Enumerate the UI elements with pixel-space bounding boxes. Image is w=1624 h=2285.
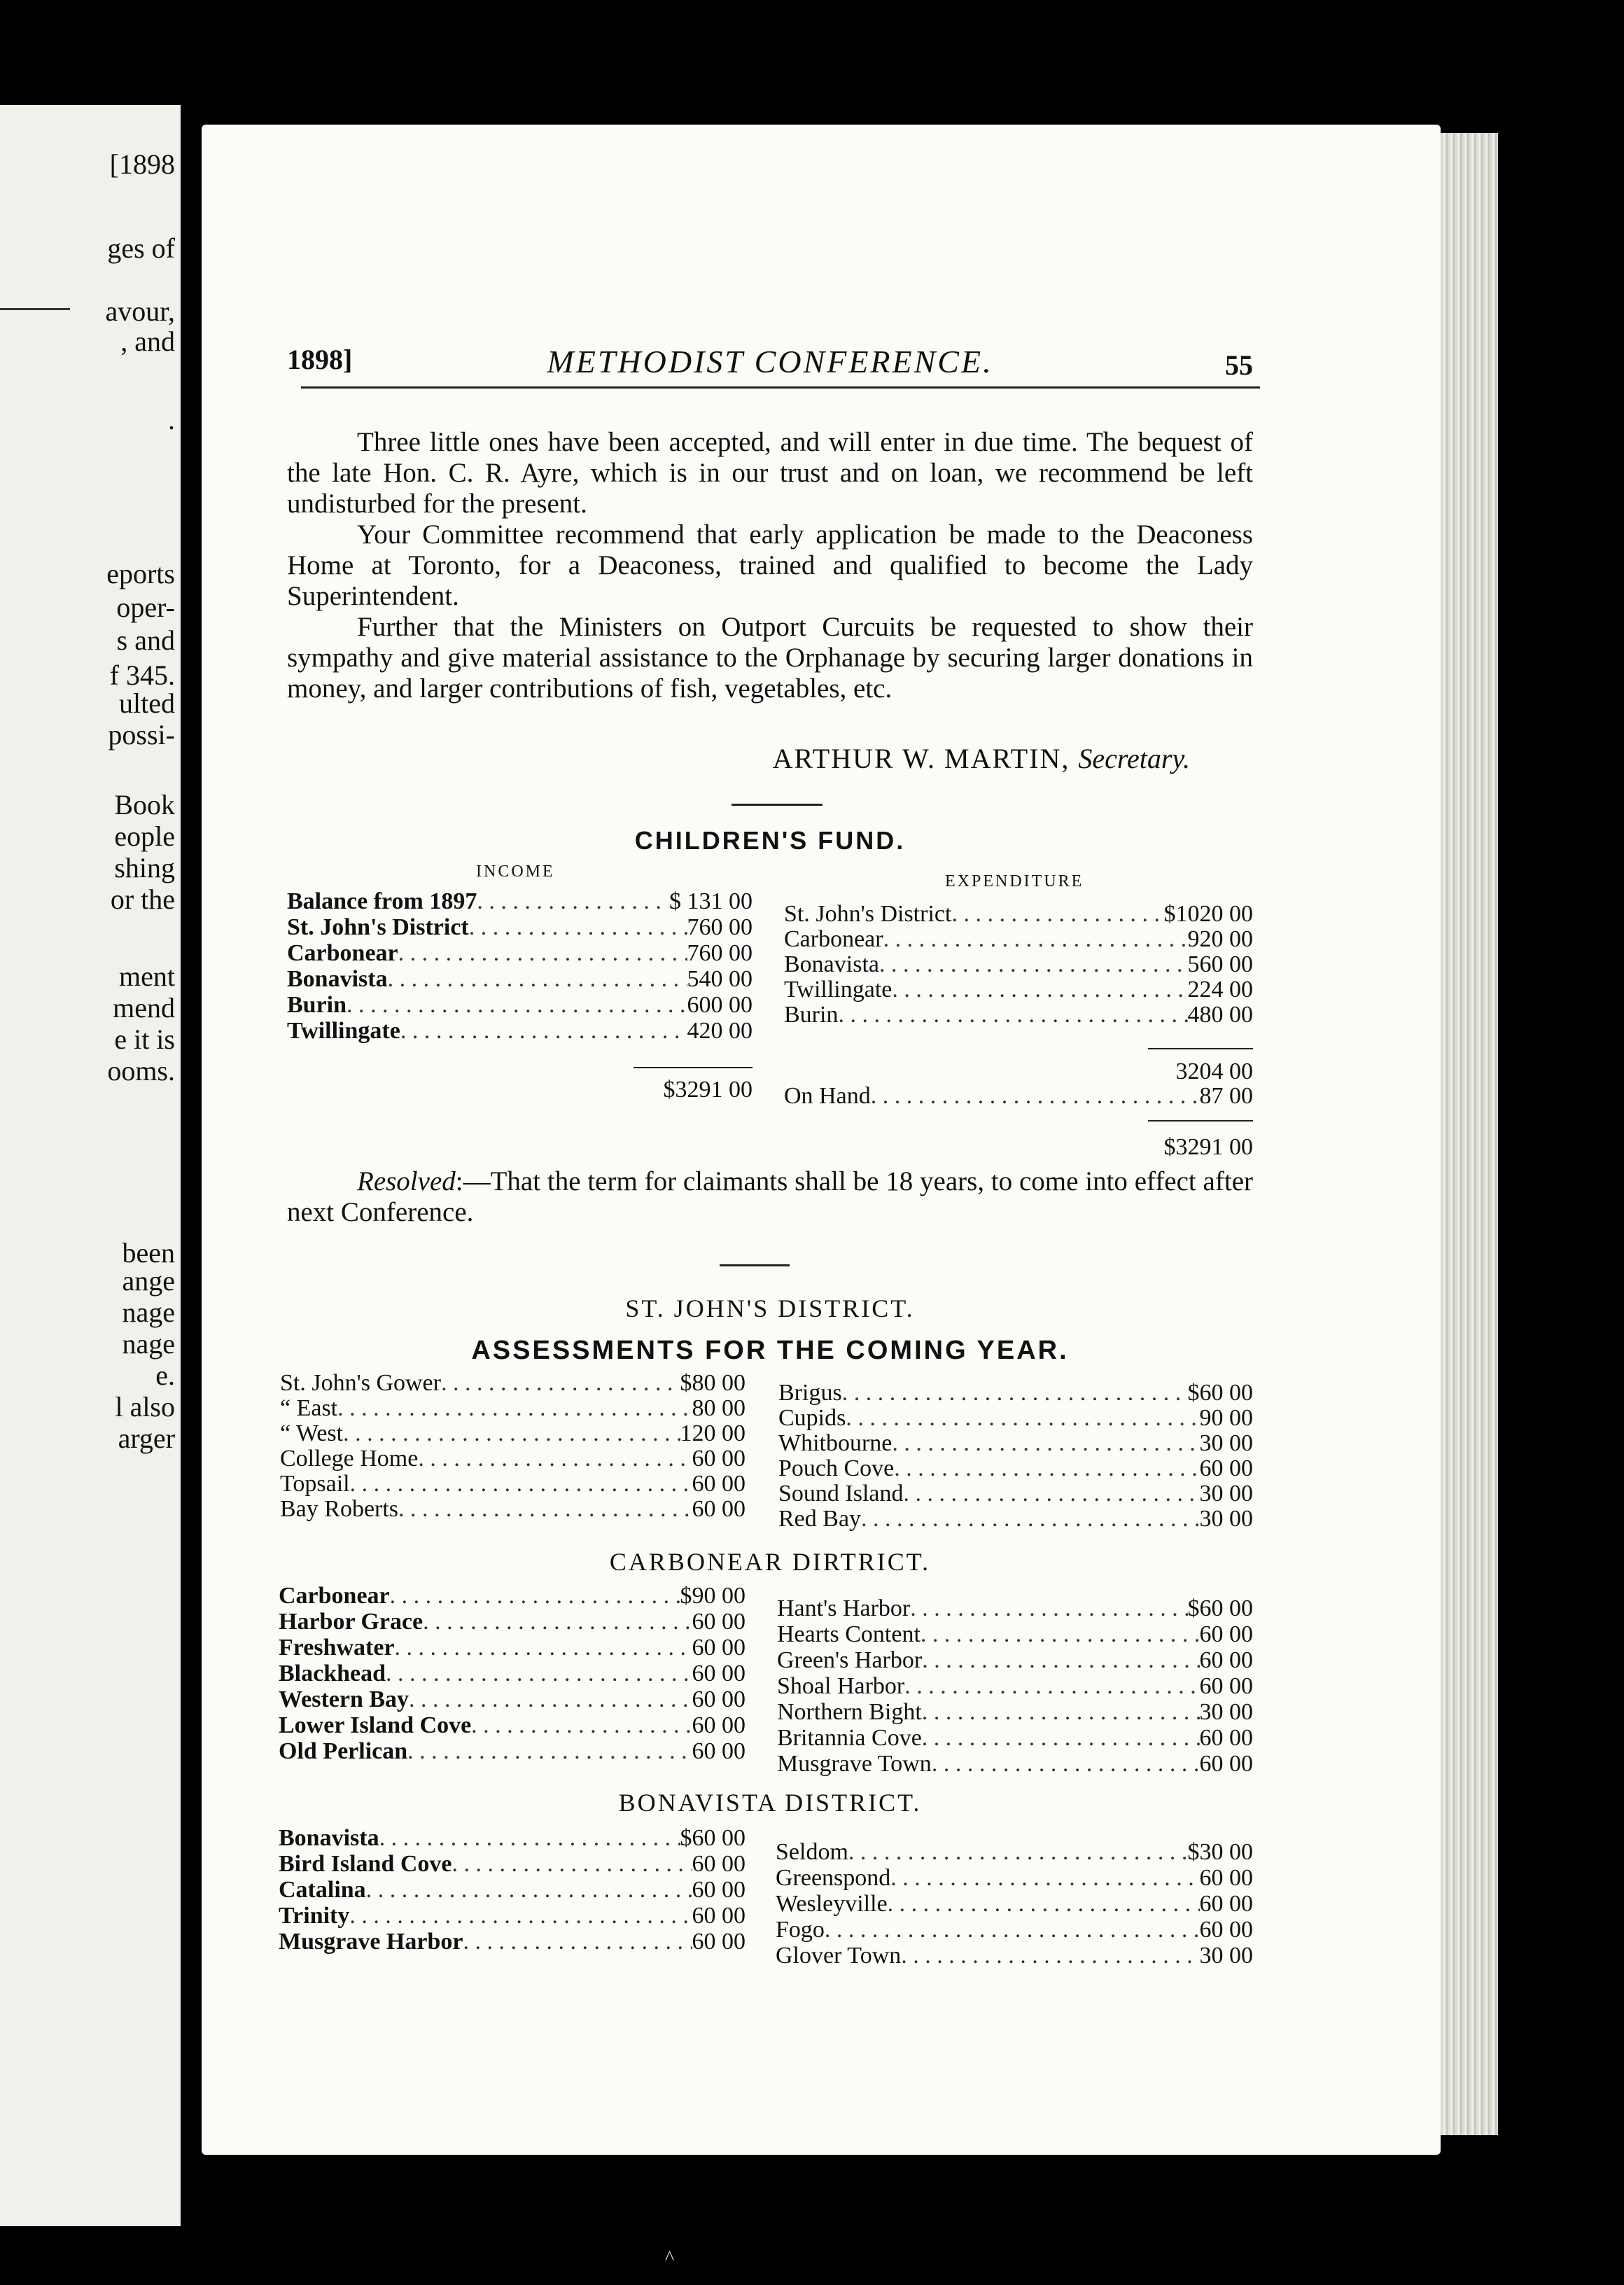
entry-amount: 760 00 xyxy=(687,914,752,940)
entry-name: Bonavista xyxy=(784,951,879,977)
dot-leader xyxy=(951,902,1163,927)
entry-name: Northern Bight xyxy=(777,1699,922,1725)
ledger-row xyxy=(776,1943,1253,1969)
dot-leader xyxy=(922,1648,1199,1673)
left-page-rule xyxy=(0,308,70,310)
ledger-row xyxy=(784,927,1253,952)
entry-amount: 60 00 xyxy=(1199,1673,1253,1699)
ledger-row xyxy=(287,993,752,1018)
dot-leader xyxy=(346,993,687,1018)
dot-leader xyxy=(398,941,687,966)
entry-amount: 30 00 xyxy=(1199,1506,1253,1532)
expenditure-label: EXPENDITURE xyxy=(945,872,1084,890)
running-header xyxy=(287,343,1253,385)
left-page-fragment: ulted xyxy=(119,687,175,719)
entry-name: Hearts Content xyxy=(777,1621,920,1647)
dot-leader xyxy=(407,1739,692,1764)
entry-amount: 420 00 xyxy=(687,1018,752,1044)
entry-amount: 760 00 xyxy=(687,940,752,966)
entry-name: “ East xyxy=(280,1395,338,1421)
ledger-row xyxy=(287,967,752,992)
entry-amount: 120 00 xyxy=(680,1420,746,1446)
left-page-fragment: eports xyxy=(106,558,175,589)
left-page-fragment: e. xyxy=(155,1360,175,1391)
entry-name: Bay Roberts xyxy=(280,1496,399,1522)
entry-name: Freshwater xyxy=(279,1635,395,1661)
dot-leader xyxy=(861,1507,1199,1532)
dot-leader xyxy=(922,1700,1200,1725)
dot-leader xyxy=(894,1456,1199,1481)
entry-amount: 30 00 xyxy=(1199,1699,1253,1725)
left-page-fragment: nage xyxy=(122,1297,175,1328)
dot-leader xyxy=(901,1943,1199,1969)
left-page-fragment: oper- xyxy=(116,592,175,623)
left-page-fragment: Book xyxy=(114,789,175,820)
entry-name: Sound Island xyxy=(778,1481,904,1507)
entry-name: Brigus xyxy=(778,1380,842,1406)
dot-leader xyxy=(892,977,1187,1002)
ledger-row xyxy=(279,1609,746,1635)
carbonear-district-title: CARBONEAR DIRTRICT. xyxy=(609,1548,931,1576)
ledger-row xyxy=(776,1892,1253,1917)
ledger-row xyxy=(776,1866,1253,1891)
entry-amount: 60 00 xyxy=(692,1686,746,1712)
entry-amount: 60 00 xyxy=(692,1903,746,1929)
left-page-fragment: ooms. xyxy=(107,1055,175,1086)
intro-text xyxy=(287,427,1253,704)
dot-leader xyxy=(343,1421,680,1446)
dot-leader xyxy=(879,952,1188,977)
entry-amount: 60 00 xyxy=(1199,1455,1253,1481)
entry-amount: $90 00 xyxy=(680,1583,746,1609)
dot-leader xyxy=(398,1497,692,1522)
entry-amount: 30 00 xyxy=(1199,1481,1253,1507)
entry-name: Bird Island Cove xyxy=(279,1851,452,1877)
dot-leader xyxy=(904,1674,1199,1699)
dot-leader xyxy=(423,1609,692,1635)
entry-amount: 60 00 xyxy=(692,1712,746,1738)
dot-leader xyxy=(388,967,687,992)
signature-name: ARTHUR W. MARTIN, xyxy=(772,743,1070,774)
ledger-row xyxy=(784,902,1253,927)
entry-name: Red Bay xyxy=(778,1506,862,1532)
dot-leader xyxy=(337,1396,692,1421)
ledger-row xyxy=(279,1739,746,1764)
page-number: 55 xyxy=(1225,349,1253,381)
ledger-row xyxy=(777,1700,1253,1725)
dot-leader xyxy=(469,915,687,940)
section-divider xyxy=(732,804,822,806)
entry-amount: $60 00 xyxy=(1187,1595,1253,1621)
header-year: 1898] xyxy=(287,344,353,375)
ledger-row xyxy=(777,1726,1253,1751)
childrens-fund-title: CHILDREN'S FUND. xyxy=(634,826,906,855)
entry-amount: 540 00 xyxy=(687,966,752,992)
entry-amount: 60 00 xyxy=(1199,1621,1253,1647)
entry-amount: 560 00 xyxy=(1187,951,1253,977)
entry-name: Old Perlican xyxy=(279,1738,408,1764)
ledger-row xyxy=(778,1481,1253,1507)
dot-leader xyxy=(842,1381,1188,1406)
entry-amount: 60 00 xyxy=(692,1738,746,1764)
entry-name: Hant's Harbor xyxy=(777,1595,911,1621)
dot-leader xyxy=(441,1371,680,1396)
ledger-row xyxy=(279,1826,746,1851)
entry-name: Bonavista xyxy=(279,1825,379,1851)
entry-name: Twillingate xyxy=(287,1018,400,1044)
ledger-row xyxy=(778,1381,1253,1406)
dot-leader xyxy=(890,1866,1199,1891)
dot-leader xyxy=(379,1826,680,1851)
expenditure-total: $3291 00 xyxy=(1163,1134,1253,1160)
entry-name: Shoal Harbor xyxy=(777,1673,905,1699)
expenditure-total-rule xyxy=(1148,1120,1253,1121)
ledger-row xyxy=(279,1878,746,1903)
entry-amount: 60 00 xyxy=(1199,1917,1253,1943)
entry-amount: $60 00 xyxy=(680,1825,746,1851)
dot-leader xyxy=(366,1878,692,1903)
ledger-row xyxy=(287,941,752,966)
entry-amount: 480 00 xyxy=(1187,1002,1253,1028)
left-page-fragment: [1898 xyxy=(109,148,175,180)
ledger-row xyxy=(279,1584,746,1609)
income-total-rule xyxy=(634,1067,752,1068)
entry-amount: 60 00 xyxy=(692,1661,746,1686)
entry-amount: 60 00 xyxy=(692,1471,746,1497)
entry-amount: 60 00 xyxy=(1199,1751,1253,1777)
entry-amount: 60 00 xyxy=(692,1851,746,1877)
dot-leader xyxy=(825,1917,1200,1943)
dot-leader xyxy=(349,1903,692,1929)
entry-name: Glover Town xyxy=(776,1943,902,1969)
entry-amount: 60 00 xyxy=(1199,1865,1253,1891)
entry-amount: 30 00 xyxy=(1199,1430,1253,1456)
entry-name: St. John's District xyxy=(287,914,469,940)
header-title: METHODIST CONFERENCE. xyxy=(547,344,993,379)
left-page-fragment: ment xyxy=(119,960,175,992)
dot-leader xyxy=(922,1726,1200,1751)
entry-name: Carbonear xyxy=(784,926,883,952)
ledger-row xyxy=(778,1406,1253,1431)
ledger-row xyxy=(279,1903,746,1929)
entry-name: Twillingate xyxy=(784,977,892,1002)
entry-name: Carbonear xyxy=(279,1583,390,1609)
ledger-row xyxy=(784,952,1253,977)
scan-artifact: ^ xyxy=(665,2247,675,2269)
intro-paragraph: Further that the Ministers on Outport Curcuits be requested to show their sympathy and give material assistance to the Orphanage by securing larger donations in money, and larger contributions of fish, vegetables, etc. xyxy=(287,612,1253,704)
intro-paragraph: Your Committee recommend that early application be made to the Deaconess Home at Toronto, for a Deaconess, trained and qualified to become the Lady Superintendent. xyxy=(287,519,1253,611)
left-page-fragment: ange xyxy=(122,1265,175,1297)
on-hand-amount: 87 00 xyxy=(1199,1083,1253,1109)
ledger-row xyxy=(287,915,752,940)
income-total: $3291 00 xyxy=(663,1077,752,1103)
left-page-fragment: possi- xyxy=(108,719,175,750)
ledger-row xyxy=(784,977,1253,1002)
entry-amount: 60 00 xyxy=(1199,1891,1253,1917)
entry-name: Lower Island Cove xyxy=(279,1712,472,1738)
assessments-title: ASSESSMENTS FOR THE COMING YEAR. xyxy=(471,1336,1069,1365)
dot-leader xyxy=(477,889,669,914)
entry-amount: 90 00 xyxy=(1199,1405,1253,1431)
left-page-fragment: shing xyxy=(114,852,175,883)
entry-amount: 80 00 xyxy=(692,1395,746,1421)
entry-amount: 60 00 xyxy=(692,1929,746,1955)
dot-leader xyxy=(395,1635,692,1661)
left-page-fragment: s and xyxy=(116,624,175,656)
entry-amount: $60 00 xyxy=(1187,1380,1253,1406)
resolved-label: Resolved xyxy=(357,1166,456,1196)
left-page-fragment: or the xyxy=(110,883,175,915)
ledger-row xyxy=(280,1396,746,1421)
entry-amount: 600 00 xyxy=(687,992,752,1018)
dot-leader xyxy=(418,1446,692,1472)
dot-leader xyxy=(888,1892,1200,1917)
resolved-text: :—That the term for claimants shall be 18 years, to come into effect after next Conference. xyxy=(287,1166,1253,1227)
left-page-fragment: eople xyxy=(114,820,175,852)
left-page-fragment: ges of xyxy=(107,232,175,264)
entry-amount: $80 00 xyxy=(680,1370,746,1396)
entry-name: Balance from 1897 xyxy=(287,888,477,914)
ledger-row xyxy=(279,1635,746,1661)
ledger-row xyxy=(777,1752,1253,1777)
dot-leader xyxy=(471,1713,692,1738)
ledger-row xyxy=(776,1840,1253,1865)
dot-leader xyxy=(350,1472,692,1497)
entry-name: College Home xyxy=(280,1446,419,1472)
ledger-row xyxy=(287,1019,752,1044)
expenditure-subtotal-rule xyxy=(1148,1048,1253,1049)
ledger-row xyxy=(776,1917,1253,1943)
left-page-fragment: . xyxy=(168,404,175,435)
left-page-fragment: f 345. xyxy=(109,659,175,691)
ledger-row xyxy=(777,1596,1253,1621)
left-page-fragment: , and xyxy=(120,326,175,357)
entry-amount: $30 00 xyxy=(1187,1839,1253,1865)
entry-name: Catalina xyxy=(279,1877,366,1903)
dot-leader xyxy=(452,1852,692,1877)
ledger-row xyxy=(280,1497,746,1522)
left-page-fragment: arger xyxy=(118,1423,175,1454)
dot-leader xyxy=(892,1431,1199,1456)
dot-leader xyxy=(386,1661,692,1686)
dot-leader xyxy=(904,1481,1200,1507)
entry-name: Fogo xyxy=(776,1917,825,1943)
ledger-row xyxy=(287,889,752,914)
entry-name: St. John's District xyxy=(784,901,952,927)
entry-name: Musgrave Harbor xyxy=(279,1929,463,1955)
dot-leader xyxy=(920,1622,1200,1647)
entry-name: Cupids xyxy=(778,1405,846,1431)
ledger-row xyxy=(778,1456,1253,1481)
entry-name: Blackhead xyxy=(279,1661,386,1686)
ledger-row xyxy=(777,1674,1253,1699)
ledger-row xyxy=(279,1852,746,1877)
bonavista-district-title: BONAVISTA DISTRICT. xyxy=(618,1789,922,1817)
entry-name: Topsail xyxy=(280,1471,350,1497)
entry-name: Pouch Cove xyxy=(778,1455,895,1481)
left-page-fragment: mend xyxy=(113,992,175,1023)
dot-leader xyxy=(883,927,1188,952)
dot-leader xyxy=(910,1596,1187,1621)
entry-name: Burin xyxy=(287,992,347,1018)
st-johns-district-title: ST. JOHN'S DISTRICT. xyxy=(625,1294,915,1322)
entry-amount: 30 00 xyxy=(1199,1943,1253,1969)
entry-name: “ West xyxy=(280,1420,344,1446)
on-hand-row xyxy=(784,1084,1253,1109)
dot-leader xyxy=(390,1584,680,1609)
signature-role: Secretary. xyxy=(1078,743,1190,774)
entry-name: Burin xyxy=(784,1002,839,1028)
left-page-fragment: l also xyxy=(115,1391,175,1423)
entry-name: Musgrave Town xyxy=(777,1751,932,1777)
entry-name: Bonavista xyxy=(287,966,388,992)
ledger-row xyxy=(778,1431,1253,1456)
entry-amount: $1020 00 xyxy=(1163,901,1253,927)
resolution xyxy=(287,1166,1253,1228)
entry-amount: 60 00 xyxy=(1199,1647,1253,1673)
entry-amount: 920 00 xyxy=(1187,926,1253,952)
ledger-row xyxy=(279,1929,746,1955)
section-divider xyxy=(720,1264,790,1266)
entry-amount: 224 00 xyxy=(1187,977,1253,1002)
ledger-row xyxy=(784,1002,1253,1028)
dot-leader xyxy=(846,1406,1199,1431)
entry-name: Green's Harbor xyxy=(777,1647,923,1673)
entry-amount: 60 00 xyxy=(692,1609,746,1635)
entry-name: Western Bay xyxy=(279,1686,410,1712)
header-rule xyxy=(301,386,1260,389)
dot-leader xyxy=(932,1752,1200,1777)
left-page-fragment: been xyxy=(122,1237,175,1269)
entry-amount: $ 131 00 xyxy=(669,888,752,914)
entry-name: Greenspond xyxy=(776,1865,891,1891)
dot-leader xyxy=(838,1002,1187,1028)
entry-amount: 60 00 xyxy=(692,1877,746,1903)
ledger-row xyxy=(778,1507,1253,1532)
ledger-row xyxy=(777,1622,1253,1647)
entry-name: Seldom xyxy=(776,1839,848,1865)
ledger-row xyxy=(280,1472,746,1497)
dot-leader xyxy=(409,1687,692,1712)
left-facing-page xyxy=(0,105,181,2226)
entry-name: Britannia Cove xyxy=(777,1725,922,1751)
entry-name: Carbonear xyxy=(287,940,398,966)
dot-leader xyxy=(400,1019,687,1044)
entry-name: Wesleyville xyxy=(776,1891,888,1917)
entry-amount: 60 00 xyxy=(692,1496,746,1522)
entry-amount: 60 00 xyxy=(1199,1725,1253,1751)
left-page-fragment: avour, xyxy=(105,295,175,327)
ledger-row xyxy=(279,1713,746,1738)
on-hand-label: On Hand xyxy=(784,1083,871,1109)
ledger-row xyxy=(279,1687,746,1712)
left-page-fragment: e it is xyxy=(114,1023,175,1055)
entry-name: Harbor Grace xyxy=(279,1609,424,1635)
entry-name: Trinity xyxy=(279,1903,350,1929)
signature xyxy=(287,742,1190,775)
ledger-row xyxy=(280,1371,746,1396)
income-label: INCOME xyxy=(476,862,555,881)
expenditure-subtotal: 3204 00 xyxy=(1175,1058,1253,1084)
entry-name: St. John's Gower xyxy=(280,1370,441,1396)
ledger-row xyxy=(280,1421,746,1446)
ledger-row xyxy=(279,1661,746,1686)
entry-amount: 60 00 xyxy=(692,1446,746,1472)
dot-leader xyxy=(463,1929,692,1955)
left-page-fragment: nage xyxy=(122,1328,175,1360)
ledger-row xyxy=(777,1648,1253,1673)
ledger-row xyxy=(280,1446,746,1472)
entry-amount: 60 00 xyxy=(692,1635,746,1661)
dot-leader xyxy=(848,1840,1188,1865)
intro-paragraph: Three little ones have been accepted, and will enter in due time. The bequest of the late Hon. C. R. Ayre, which is in our trust and on loan, we recommend be left undisturbed for the present. xyxy=(287,427,1253,519)
entry-name: Whitbourne xyxy=(778,1430,892,1456)
